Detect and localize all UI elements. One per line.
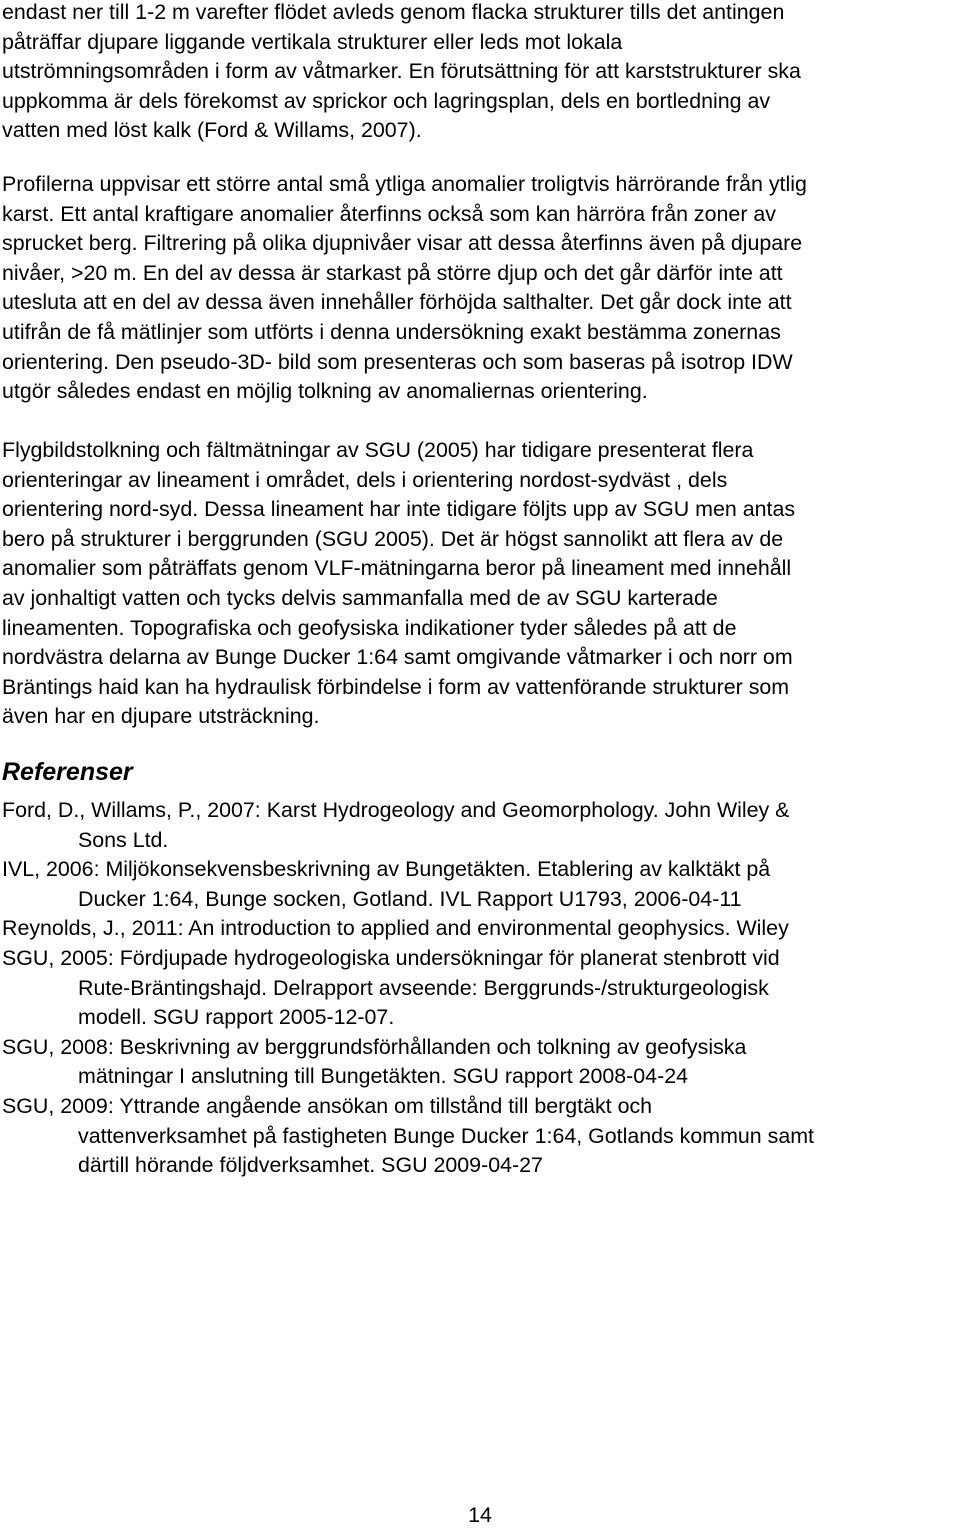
reference-item-ford-2007: Ford, D., Willams, P., 2007: Karst Hydrogeology and Geomorphology. John Wiley & Sons Ltd.: [2, 798, 790, 852]
page-number: 14: [468, 1503, 492, 1527]
body-paragraph-karst-flow: endast ner till 1-2 m varefter flödet avleds genom flacka strukturer tills det antingen påträffar djupare liggande vertikala strukturer eller leds mot lokala utströmningsområden i form av våtmarker. En förutsättning för att karststrukturer ska uppkomma är dels förekomst av sprickor och lagringsplan, dels en bortledning av vatten med löst kalk (Ford & Willams, 2007).: [2, 0, 801, 143]
references-heading: Referenser: [2, 758, 133, 786]
reference-item-sgu-2008: SGU, 2008: Beskrivning av berggrundsförhållanden och tolkning av geofysiska mätningar I anslutning till Bungetäkten. SGU rapport 2008-04-24: [2, 1034, 747, 1089]
body-paragraph-lineaments: Flygbildstolkning och fältmätningar av SGU (2005) har tidigare presenterat flera orienteringar av lineament i området, dels i orientering nordost-sydväst , dels orientering nord-syd. Dessa lineament har inte tidigare följts upp av SGU men antas bero på strukturer i berggrunden (SGU 2005). Det är högst sannolikt att flera av de anomalier som påträffats genom VLF-mätningarna beror på lineament med innehåll av jonhaltigt vatten och tycks delvis sammanfalla med de av SGU karterade lineamenten. Topografiska och geofysiska indikationer tyder således på att de nordvästra delarna av Bunge Ducker 1:64 samt omgivande våtmarker i och norr om Bräntings haid kan ha hydraulisk förbindelse i form av vattenförande strukturer som även har en djupare utsträckning.: [2, 438, 796, 729]
reference-item-sgu-2005: SGU, 2005: Fördjupade hydrogeologiska undersökningar för planerat stenbrott vid Rute-Bräntingshajd. Delrapport avseende: Berggrunds-/strukturgeologisk modell. SGU rapport 2005-12-07.: [2, 945, 780, 1030]
body-paragraph-profile-anomalies: Profilerna uppvisar ett större antal små ytliga anomalier troligtvis härrörande från ytlig karst. Ett antal kraftigare anomalier återfinns också som kan härröra från zoner av sprucket berg. Filtrering på olika djupnivåer visar att dessa återfinns även på djupare nivåer, >20 m. En del av dessa är starkast på större djup och det går därför inte att utesluta att en del av dessa även innehåller förhöjda salthalter. Det går dock inte att utifrån de få mätlinjer som utförts i denna undersökning exakt bestämma zonernas orientering. Den pseudo-3D- bild som presenteras och som baseras på isotrop IDW utgör således endast en möjlig tolkning av anomaliernas orientering.: [2, 172, 807, 404]
references-list: [0, 796, 958, 1181]
reference-item-ivl-2006: IVL, 2006: Miljökonsekvensbeskrivning av Bungetäkten. Etablering av kalktäkt på Ducker 1:64, Bunge socken, Gotland. IVL Rapport U1793, 2006-04-11: [2, 857, 771, 911]
reference-item-reynolds-2011: Reynolds, J., 2011: An introduction to applied and environmental geophysics. Wiley: [2, 916, 789, 941]
reference-item-sgu-2009: SGU, 2009: Yttrande angående ansökan om tillstånd till bergtäkt och vattenverksamhet på fastigheten Bunge Ducker 1:64, Gotlands kommun samt därtill hörande följdverksamhet. SGU 2009-04-27: [2, 1093, 814, 1178]
